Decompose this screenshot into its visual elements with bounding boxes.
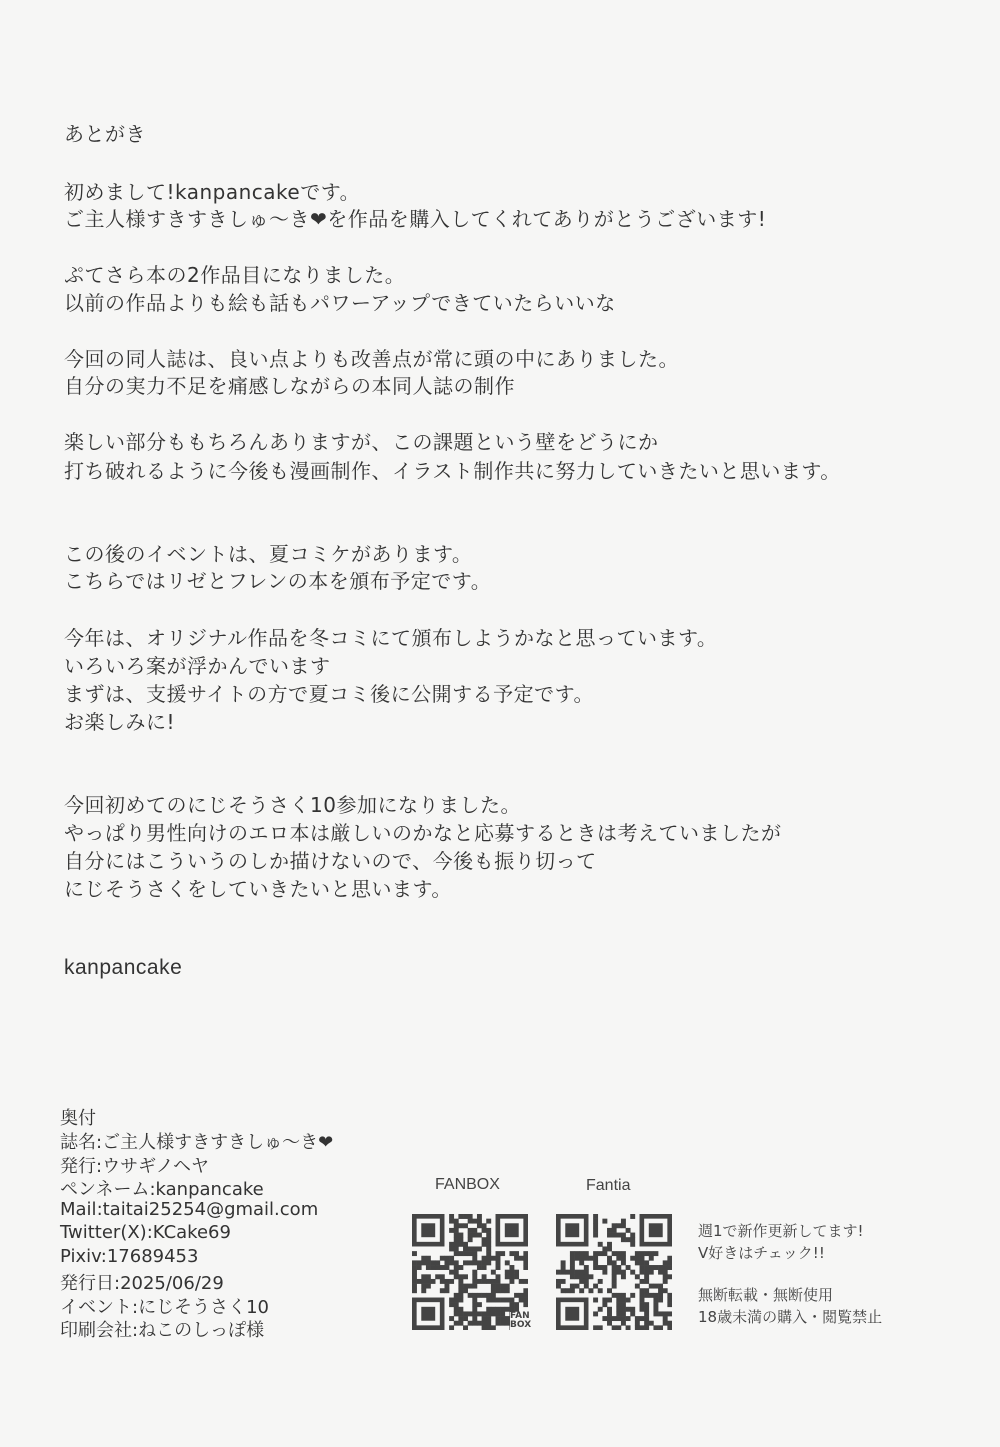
colophon-line: ペンネーム:kanpancake xyxy=(60,1179,264,1200)
fantia-qr-code[interactable] xyxy=(556,1214,672,1330)
afterword-line: やっぱり男性向けのエロ本は厳しいのかなと応募するときは考えていましたが xyxy=(64,821,782,845)
afterword-line: 初めまして!kanpancakeです。 xyxy=(64,180,361,204)
afterword-line: ぷてさら本の2作品目になりました。 xyxy=(64,263,406,287)
colophon-line: Twitter(X):KCake69 xyxy=(60,1222,231,1243)
note-no-repost: 無断転載・無断使用 xyxy=(698,1286,834,1304)
afterword-line: 今年は、オリジナル作品を冬コミにて頒布しようかなと思っています。 xyxy=(64,626,718,650)
note-check: V好きはチェック!! xyxy=(698,1244,825,1262)
colophon-title: 奥付 xyxy=(60,1108,96,1129)
afterword-line: 以前の作品よりも絵も話もパワーアップできていたらいいな xyxy=(64,291,616,315)
fantia-label: Fantia xyxy=(586,1177,631,1194)
afterword-line: にじそうさくをしていきたいと思います。 xyxy=(64,877,452,901)
afterword-line: 打ち破れるように今後も漫画制作、イラスト制作共に努力していきたいと思います。 xyxy=(64,459,841,483)
afterword-title: あとがき xyxy=(64,122,146,146)
afterword-line: こちらではリゼとフレンの本を頒布予定です。 xyxy=(64,569,492,593)
afterword-line: 自分にはこういうのしか描けないので、今後も振り切って xyxy=(64,849,597,873)
signature: kanpancake xyxy=(64,956,183,979)
colophon-line: 発行日:2025/06/29 xyxy=(60,1273,224,1294)
afterword-line: まずは、支援サイトの方で夏コミ後に公開する予定です。 xyxy=(64,682,594,706)
fanbox-badge: FAN BOX xyxy=(510,1311,532,1330)
afterword-line: ご主人様すきすきしゅ〜き❤を作品を購入してくれてありがとうございます! xyxy=(64,207,767,231)
afterword-line: いろいろ案が浮かんでいます xyxy=(64,654,331,678)
afterword-line: 今回初めてのにじそうさく10参加になりました。 xyxy=(64,793,521,817)
colophon-line: 発行:ウサギノヘヤ xyxy=(60,1155,209,1177)
colophon-line: 印刷会社:ねこのしっぽ様 xyxy=(60,1320,265,1341)
afterword-line: この後のイベントは、夏コミケがあります。 xyxy=(64,542,473,566)
colophon-line: Mail:taitai25254@gmail.com xyxy=(60,1198,319,1220)
colophon-line: 誌名:ご主人様すきすきしゅ〜き❤ xyxy=(60,1132,334,1153)
afterword-line: 自分の実力不足を痛感しながらの本同人誌の制作 xyxy=(64,374,515,398)
colophon-line: イベント:にじそうさく10 xyxy=(60,1296,269,1318)
fanbox-label: FANBOX xyxy=(435,1176,500,1193)
afterword-line: お楽しみに! xyxy=(64,710,176,734)
note-weekly: 週1で新作更新してます! xyxy=(698,1222,864,1240)
afterword-line: 今回の同人誌は、良い点よりも改善点が常に頭の中にありました。 xyxy=(64,347,679,371)
afterword-line: 楽しい部分ももちろんありますが、この課題という壁をどうにか xyxy=(64,430,659,454)
colophon-line: Pixiv:17689453 xyxy=(60,1245,199,1267)
note-age-limit: 18歳未満の購入・閲覧禁止 xyxy=(698,1308,883,1326)
